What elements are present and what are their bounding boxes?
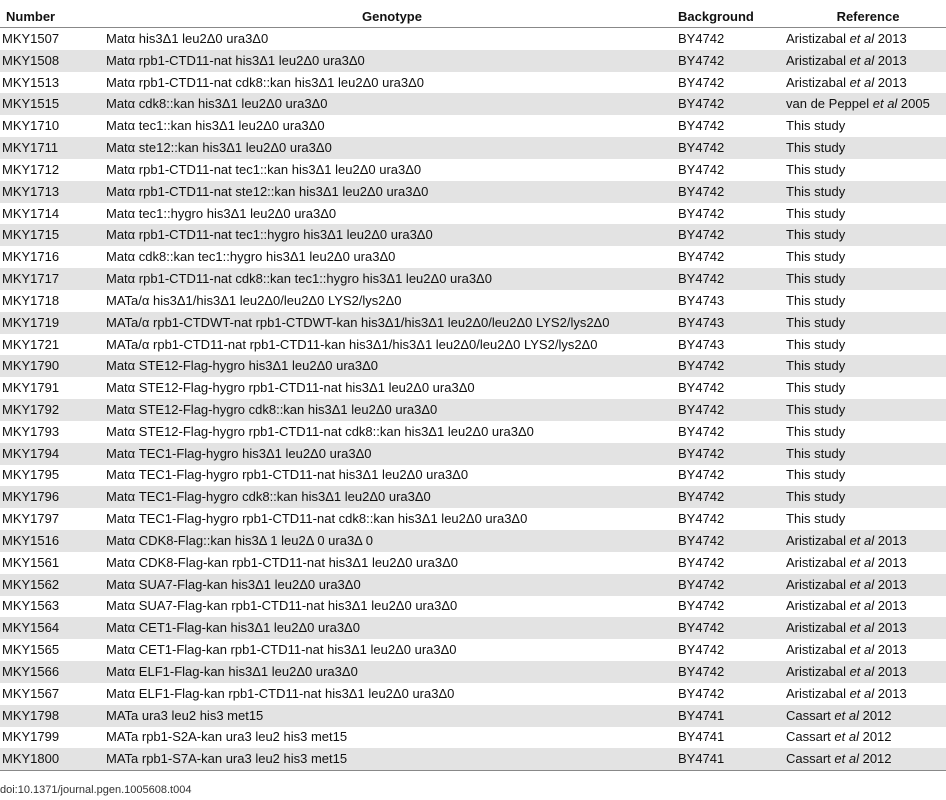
cell-reference — [786, 683, 946, 705]
table-row — [0, 574, 946, 596]
cell-reference — [786, 399, 946, 421]
cell-genotype: Matα CET1-Flag-kan his3Δ1 leu2Δ0 ura3Δ0 — [106, 617, 678, 639]
cell-background: BY4742 — [678, 443, 786, 465]
reference-authors: Aristizabal — [786, 532, 850, 548]
table-row — [0, 552, 946, 574]
table-row — [0, 334, 946, 356]
cell-reference — [786, 137, 946, 159]
cell-number: MKY1721 — [2, 336, 60, 352]
header-number: Number — [0, 5, 106, 28]
reference-et-al: et al — [849, 685, 875, 701]
cell-genotype: Matα ELF1-Flag-kan rpb1-CTD11-nat his3Δ1 leu2Δ0 ura3Δ0 — [106, 685, 455, 701]
reference-authors: van de Peppel — [786, 96, 873, 112]
cell-background: BY4742 — [678, 685, 725, 701]
table-row — [0, 617, 946, 639]
cell-genotype: MATa/α his3Δ1/his3Δ1 leu2Δ0/leu2Δ0 LYS2/lys2Δ0 — [106, 292, 402, 308]
cell-reference — [786, 596, 946, 618]
table-row — [0, 246, 946, 268]
cell-reference — [786, 72, 946, 94]
cell-genotype: Matα STE12-Flag-hygro cdk8::kan his3Δ1 leu2Δ0 ura3Δ0 — [106, 399, 678, 421]
table-row — [0, 115, 946, 137]
cell-number: MKY1711 — [0, 137, 106, 159]
doi-caption: doi:10.1371/journal.pgen.1005608.t004 — [0, 784, 192, 796]
strain-table — [0, 5, 946, 771]
cell-number: MKY1562 — [0, 574, 106, 596]
cell-genotype: Matα cdk8::kan his3Δ1 leu2Δ0 ura3Δ0 — [106, 93, 678, 115]
reference-year: 2013 — [874, 598, 907, 614]
table-row — [0, 508, 946, 530]
cell-background: BY4742 — [678, 74, 725, 90]
cell-background: BY4742 — [678, 423, 725, 439]
table-row — [0, 465, 946, 487]
cell-genotype: Matα TEC1-Flag-hygro rpb1-CTD11-nat cdk8::kan his3Δ1 leu2Δ0 ura3Δ0 — [106, 511, 528, 527]
reference-authors: This study — [786, 380, 846, 396]
header-background: Background — [678, 5, 786, 28]
cell-reference — [786, 377, 946, 399]
table-row — [0, 290, 946, 312]
cell-background: BY4743 — [678, 292, 725, 308]
cell-reference — [786, 312, 946, 334]
cell-reference — [786, 421, 946, 443]
table-row — [0, 50, 946, 72]
cell-reference — [786, 727, 946, 749]
cell-reference — [786, 181, 946, 203]
cell-reference — [786, 159, 946, 181]
reference-authors: This study — [786, 140, 846, 156]
cell-background: BY4742 — [678, 399, 786, 421]
reference-et-al: et al — [834, 707, 859, 723]
cell-genotype: Matα TEC1-Flag-hygro rpb1-CTD11-nat his3Δ1 leu2Δ0 ura3Δ0 — [106, 467, 469, 483]
cell-genotype: Matα tec1::kan his3Δ1 leu2Δ0 ura3Δ0 — [106, 118, 325, 134]
table-row — [0, 443, 946, 465]
cell-reference — [786, 639, 946, 661]
cell-genotype: Matα CDK8-Flag-kan rpb1-CTD11-nat his3Δ1 leu2Δ0 ura3Δ0 — [106, 554, 458, 570]
reference-year: 2012 — [858, 751, 892, 767]
table-row — [0, 72, 946, 94]
cell-number: MKY1715 — [0, 224, 106, 246]
cell-number: MKY1796 — [0, 486, 106, 508]
table-row — [0, 93, 946, 115]
cell-background: BY4741 — [678, 748, 786, 770]
cell-genotype: MATa ura3 leu2 his3 met15 — [106, 705, 678, 727]
cell-reference — [786, 705, 946, 727]
cell-number: MKY1714 — [2, 205, 60, 221]
table-row — [0, 639, 946, 661]
cell-number: MKY1719 — [0, 312, 106, 334]
cell-reference — [786, 50, 946, 72]
table-row — [0, 268, 946, 290]
reference-authors: Cassart — [786, 729, 835, 745]
cell-reference — [786, 268, 946, 290]
cell-background: BY4742 — [678, 355, 786, 377]
reference-year: 2012 — [858, 729, 892, 745]
cell-number: MKY1790 — [0, 355, 106, 377]
cell-background: BY4742 — [678, 642, 725, 658]
reference-authors: Aristizabal — [786, 52, 850, 68]
cell-background: BY4742 — [678, 598, 725, 614]
cell-background: BY4742 — [678, 574, 786, 596]
cell-reference — [786, 486, 946, 508]
cell-reference — [786, 355, 946, 377]
cell-reference — [786, 617, 946, 639]
cell-reference — [786, 508, 946, 530]
cell-background: BY4742 — [678, 93, 786, 115]
cell-genotype: Matα rpb1-CTD11-nat cdk8::kan tec1::hygro his3Δ1 leu2Δ0 ura3Δ0 — [106, 268, 678, 290]
reference-et-al: et al — [849, 620, 875, 636]
reference-authors: Aristizabal — [786, 576, 850, 592]
reference-et-al: et al — [849, 554, 875, 570]
reference-year: 2013 — [874, 554, 907, 570]
reference-authors: This study — [786, 401, 846, 417]
cell-reference — [786, 661, 946, 683]
cell-genotype: Matα SUA7-Flag-kan rpb1-CTD11-nat his3Δ1 leu2Δ0 ura3Δ0 — [106, 598, 458, 614]
cell-background: BY4743 — [678, 336, 725, 352]
reference-year: 2013 — [874, 74, 907, 90]
reference-authors: This study — [786, 227, 846, 243]
cell-background: BY4742 — [678, 268, 786, 290]
reference-year: 2013 — [874, 532, 907, 548]
reference-authors: This study — [786, 336, 846, 352]
cell-number: MKY1508 — [0, 50, 106, 72]
table-row — [0, 486, 946, 508]
cell-genotype: MATa rpb1-S7A-kan ura3 leu2 his3 met15 — [106, 748, 678, 770]
reference-et-al: et al — [849, 532, 875, 548]
reference-authors: Aristizabal — [786, 663, 850, 679]
cell-genotype: Matα CDK8-Flag::kan his3Δ 1 leu2Δ 0 ura3Δ 0 — [106, 530, 678, 552]
cell-reference — [786, 290, 946, 312]
cell-genotype: Matα his3Δ1 leu2Δ0 ura3Δ0 — [106, 30, 269, 46]
cell-number: MKY1564 — [0, 617, 106, 639]
cell-number: MKY1798 — [0, 705, 106, 727]
cell-background: BY4742 — [678, 50, 786, 72]
cell-reference — [786, 246, 946, 268]
cell-genotype: Matα rpb1-CTD11-nat tec1::hygro his3Δ1 leu2Δ0 ura3Δ0 — [106, 224, 678, 246]
cell-number: MKY1712 — [2, 161, 60, 177]
cell-genotype: Matα cdk8::kan tec1::hygro his3Δ1 leu2Δ0 ura3Δ0 — [106, 249, 396, 265]
cell-background: BY4742 — [678, 137, 786, 159]
cell-genotype: Matα rpb1-CTD11-nat his3Δ1 leu2Δ0 ura3Δ0 — [106, 50, 678, 72]
reference-authors: This study — [786, 467, 846, 483]
cell-reference — [786, 28, 946, 50]
cell-genotype: MATa/α rpb1-CTD11-nat rpb1-CTD11-kan his3Δ1/his3Δ1 leu2Δ0/leu2Δ0 LYS2/lys2Δ0 — [106, 336, 598, 352]
cell-background: BY4742 — [678, 530, 786, 552]
cell-reference — [786, 224, 946, 246]
reference-year: 2013 — [874, 663, 907, 679]
reference-year: 2012 — [858, 707, 892, 723]
table-header-row — [0, 5, 946, 28]
reference-et-al: et al — [849, 52, 875, 68]
cell-genotype: Matα TEC1-Flag-hygro his3Δ1 leu2Δ0 ura3Δ0 — [106, 443, 678, 465]
reference-authors: Aristizabal — [786, 74, 850, 90]
reference-et-al: et al — [849, 598, 875, 614]
reference-authors: Aristizabal — [786, 685, 850, 701]
cell-number: MKY1515 — [0, 93, 106, 115]
cell-reference — [786, 748, 946, 770]
cell-reference — [786, 552, 946, 574]
cell-number: MKY1793 — [2, 423, 60, 439]
cell-number: MKY1566 — [0, 661, 106, 683]
reference-year: 2013 — [874, 620, 907, 636]
reference-et-al: et al — [849, 30, 875, 46]
reference-authors: This study — [786, 358, 846, 374]
table-row — [0, 705, 946, 727]
table-row — [0, 224, 946, 246]
cell-background: BY4742 — [678, 30, 725, 46]
reference-et-al: et al — [834, 729, 859, 745]
reference-authors: This study — [786, 118, 846, 134]
header-reference: Reference — [786, 5, 946, 28]
table-row — [0, 159, 946, 181]
cell-number: MKY1565 — [2, 642, 60, 658]
cell-genotype: Matα CET1-Flag-kan rpb1-CTD11-nat his3Δ1 leu2Δ0 ura3Δ0 — [106, 642, 457, 658]
cell-number: MKY1792 — [0, 399, 106, 421]
cell-number: MKY1507 — [2, 30, 60, 46]
cell-number: MKY1791 — [2, 380, 60, 396]
cell-background: BY4741 — [678, 729, 725, 745]
table-row — [0, 312, 946, 334]
cell-number: MKY1797 — [2, 511, 60, 527]
reference-authors: This study — [786, 314, 846, 330]
cell-genotype: Matα rpb1-CTD11-nat cdk8::kan his3Δ1 leu2Δ0 ura3Δ0 — [106, 74, 425, 90]
cell-background: BY4742 — [678, 554, 725, 570]
reference-year: 2013 — [874, 685, 907, 701]
cell-genotype: Matα TEC1-Flag-hygro cdk8::kan his3Δ1 leu2Δ0 ura3Δ0 — [106, 486, 678, 508]
cell-genotype: Matα tec1::hygro his3Δ1 leu2Δ0 ura3Δ0 — [106, 205, 337, 221]
cell-background: BY4742 — [678, 249, 725, 265]
cell-background: BY4742 — [678, 205, 725, 221]
cell-reference — [786, 530, 946, 552]
table-row — [0, 596, 946, 618]
reference-et-al: et al — [872, 96, 898, 112]
cell-number: MKY1799 — [2, 729, 60, 745]
table-row — [0, 181, 946, 203]
reference-authors: This study — [786, 292, 846, 308]
reference-year: 2013 — [874, 576, 907, 592]
cell-reference — [786, 443, 946, 465]
table-row — [0, 683, 946, 705]
cell-number: MKY1800 — [0, 748, 106, 770]
header-genotype: Genotype — [106, 5, 678, 28]
cell-reference — [786, 334, 946, 356]
cell-genotype: MATa rpb1-S2A-kan ura3 leu2 his3 met15 — [106, 729, 348, 745]
cell-background: BY4742 — [678, 511, 725, 527]
cell-number: MKY1567 — [2, 685, 60, 701]
reference-authors: This study — [786, 249, 846, 265]
table-row — [0, 399, 946, 421]
cell-number: MKY1716 — [2, 249, 60, 265]
reference-authors: This study — [786, 489, 846, 505]
cell-reference — [786, 93, 946, 115]
reference-authors: This study — [786, 511, 846, 527]
cell-background: BY4742 — [678, 181, 786, 203]
table-row — [0, 727, 946, 749]
reference-authors: This study — [786, 423, 846, 439]
reference-authors: This study — [786, 183, 846, 199]
cell-genotype: Matα STE12-Flag-hygro rpb1-CTD11-nat cdk8::kan his3Δ1 leu2Δ0 ura3Δ0 — [106, 423, 534, 439]
reference-authors: This study — [786, 445, 846, 461]
cell-genotype: Matα STE12-Flag-hygro his3Δ1 leu2Δ0 ura3Δ0 — [106, 355, 678, 377]
reference-year: 2005 — [897, 96, 930, 112]
reference-et-al: et al — [849, 74, 875, 90]
cell-background: BY4741 — [678, 705, 786, 727]
reference-year: 2013 — [874, 642, 907, 658]
cell-number: MKY1717 — [0, 268, 106, 290]
cell-number: MKY1710 — [2, 118, 60, 134]
cell-background: BY4742 — [678, 161, 725, 177]
cell-genotype: Matα STE12-Flag-hygro rpb1-CTD11-nat his3Δ1 leu2Δ0 ura3Δ0 — [106, 380, 475, 396]
cell-genotype: Matα ELF1-Flag-kan his3Δ1 leu2Δ0 ura3Δ0 — [106, 661, 678, 683]
reference-authors: Aristizabal — [786, 620, 850, 636]
table-row — [0, 203, 946, 225]
cell-genotype: Matα ste12::kan his3Δ1 leu2Δ0 ura3Δ0 — [106, 137, 678, 159]
cell-number: MKY1513 — [2, 74, 60, 90]
reference-et-al: et al — [849, 642, 875, 658]
cell-reference — [786, 465, 946, 487]
reference-authors: Aristizabal — [786, 30, 850, 46]
cell-number: MKY1516 — [0, 530, 106, 552]
reference-authors: Aristizabal — [786, 598, 850, 614]
reference-year: 2013 — [874, 52, 907, 68]
reference-authors: This study — [786, 161, 846, 177]
reference-et-al: et al — [834, 751, 859, 767]
cell-genotype: MATa/α rpb1-CTDWT-nat rpb1-CTDWT-kan his3Δ1/his3Δ1 leu2Δ0/leu2Δ0 LYS2/lys2Δ0 — [106, 312, 678, 334]
cell-reference — [786, 115, 946, 137]
cell-background: BY4742 — [678, 486, 786, 508]
cell-background: BY4742 — [678, 118, 725, 134]
cell-background: BY4742 — [678, 467, 725, 483]
reference-authors: This study — [786, 271, 846, 287]
table-row — [0, 137, 946, 159]
table-row — [0, 28, 946, 50]
cell-background: BY4742 — [678, 224, 786, 246]
reference-et-al: et al — [849, 576, 875, 592]
table-row — [0, 661, 946, 683]
reference-et-al: et al — [849, 663, 875, 679]
cell-background: BY4743 — [678, 312, 786, 334]
reference-authors: This study — [786, 205, 846, 221]
table-body — [0, 28, 946, 771]
reference-year: 2013 — [874, 30, 907, 46]
table-row — [0, 377, 946, 399]
cell-background: BY4742 — [678, 617, 786, 639]
cell-number: MKY1713 — [0, 181, 106, 203]
cell-genotype: Matα rpb1-CTD11-nat tec1::kan his3Δ1 leu2Δ0 ura3Δ0 — [106, 161, 422, 177]
cell-genotype: Matα SUA7-Flag-kan his3Δ1 leu2Δ0 ura3Δ0 — [106, 574, 678, 596]
cell-background: BY4742 — [678, 380, 725, 396]
table-row — [0, 355, 946, 377]
reference-authors: Cassart — [786, 707, 835, 723]
cell-number: MKY1794 — [0, 443, 106, 465]
cell-number: MKY1563 — [2, 598, 60, 614]
cell-reference — [786, 203, 946, 225]
reference-authors: Cassart — [786, 751, 835, 767]
cell-genotype: Matα rpb1-CTD11-nat ste12::kan his3Δ1 leu2Δ0 ura3Δ0 — [106, 181, 678, 203]
cell-reference — [786, 574, 946, 596]
reference-authors: Aristizabal — [786, 642, 850, 658]
table-row — [0, 748, 946, 770]
cell-number: MKY1795 — [2, 467, 60, 483]
cell-number: MKY1561 — [2, 554, 60, 570]
table-row — [0, 530, 946, 552]
reference-authors: Aristizabal — [786, 554, 850, 570]
table-row — [0, 421, 946, 443]
cell-number: MKY1718 — [2, 292, 60, 308]
cell-background: BY4742 — [678, 661, 786, 683]
